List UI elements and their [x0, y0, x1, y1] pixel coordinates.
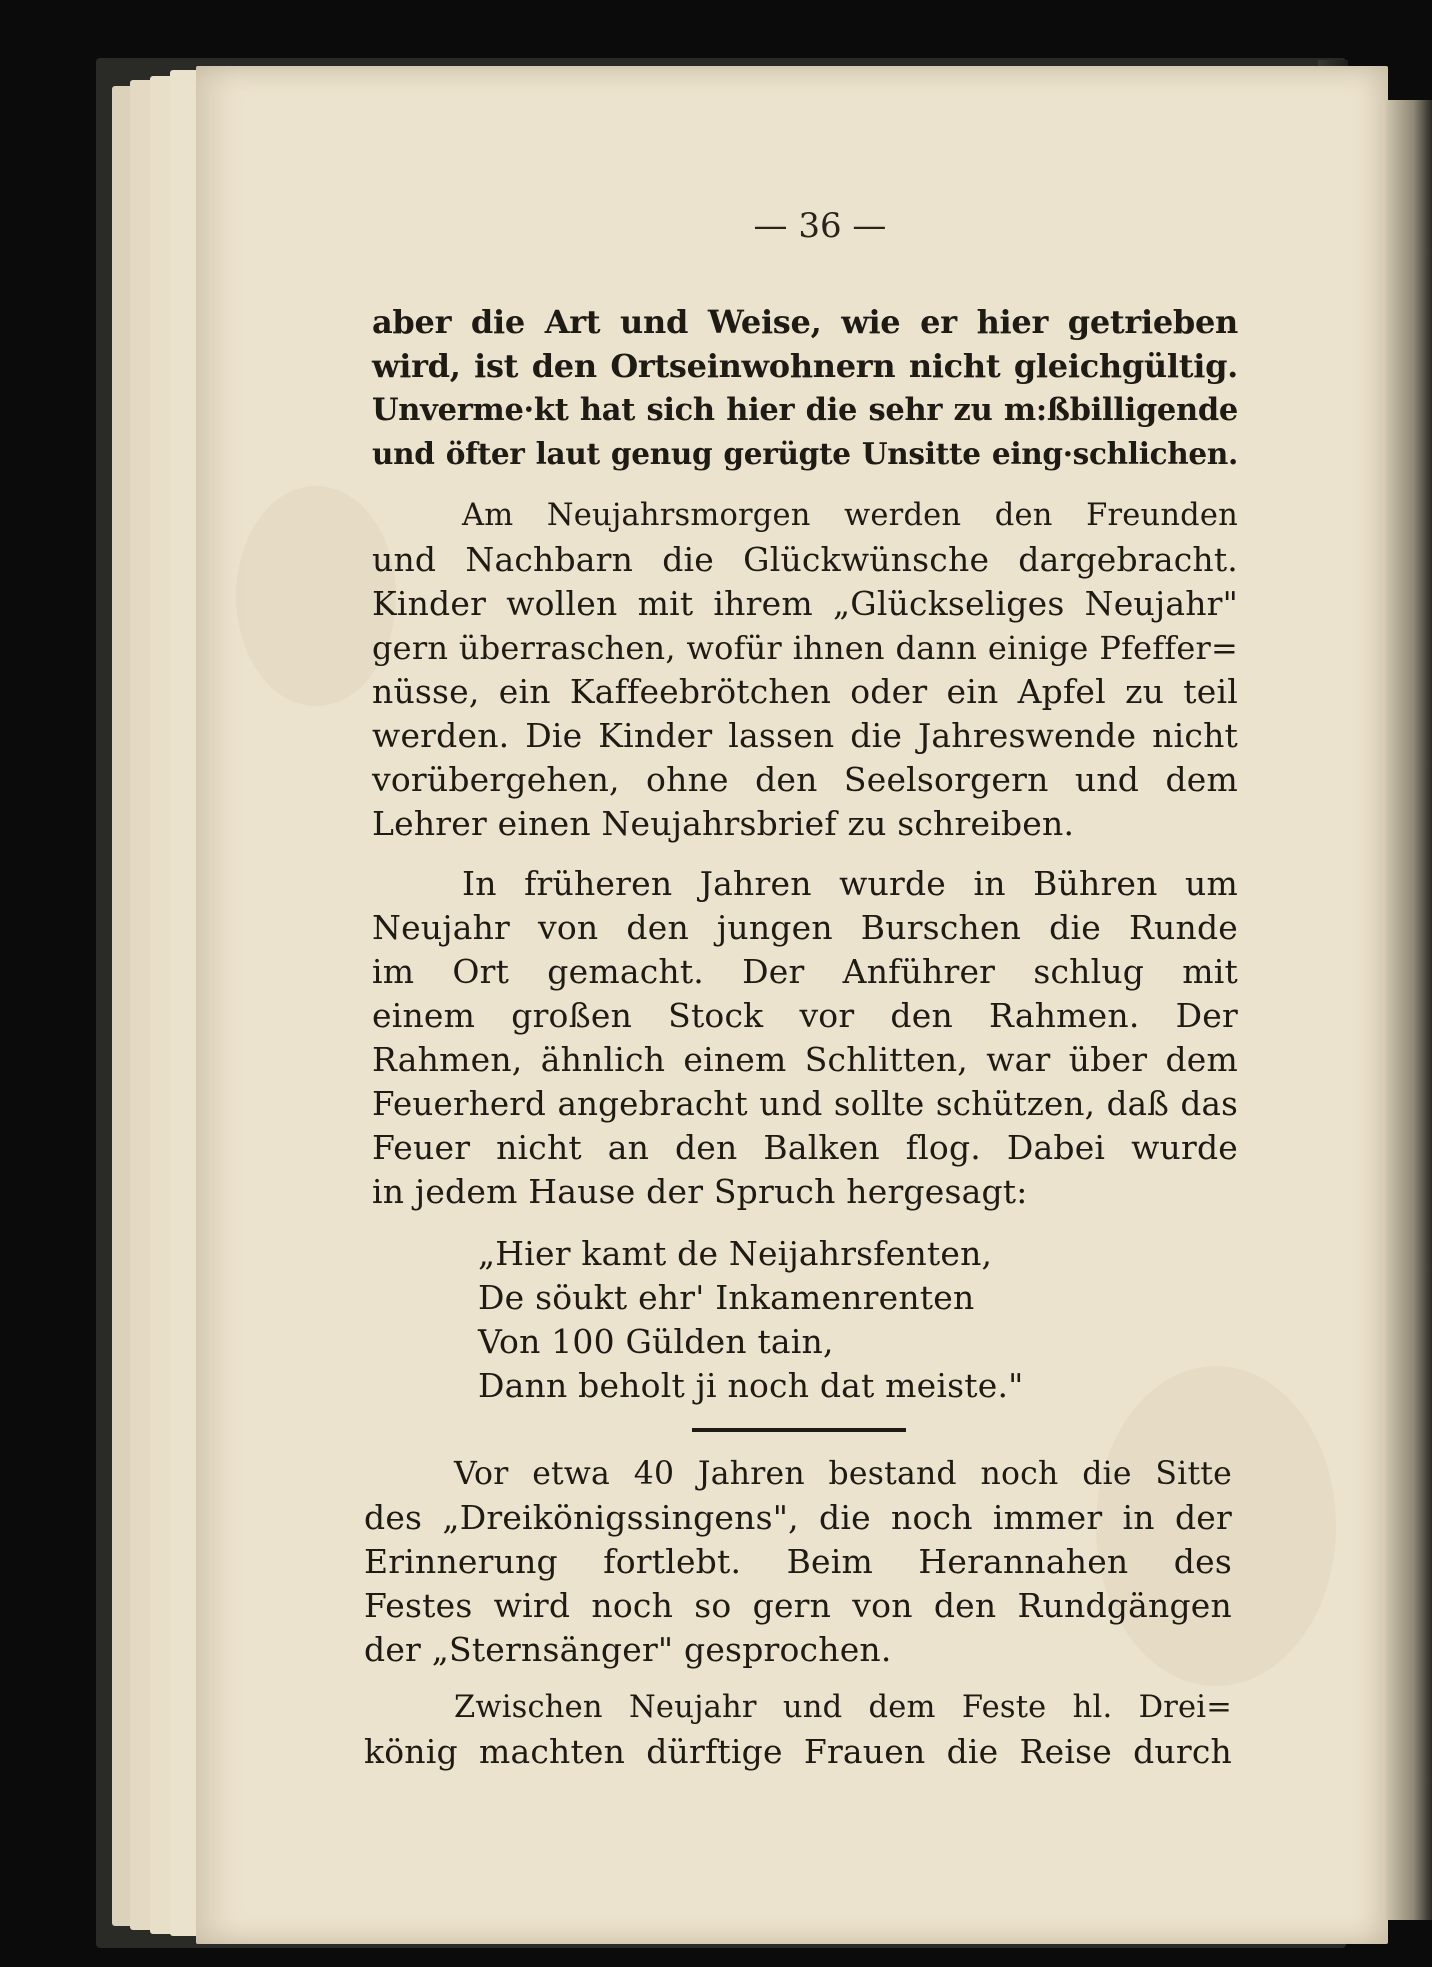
text-line: Vor etwa 40 Jahren bestand noch die Sitte — [454, 1456, 1232, 1492]
paragraph-3 — [372, 862, 1238, 1214]
book-gutter — [1386, 100, 1432, 1920]
text-line: Rahmen, ähnlich einem Schlitten, war über dem — [372, 1040, 1238, 1079]
text-line: des „Dreikönigssingens", die noch immer in der — [364, 1498, 1232, 1537]
text-line: werden. Die Kinder lassen die Jahreswende nicht — [372, 716, 1238, 755]
text-line: Erinnerung fortlebt. Beim Herannahen des — [364, 1542, 1232, 1581]
paragraph-1 — [372, 300, 1238, 476]
text-line: einem großen Stock vor den Rahmen. Der — [372, 996, 1238, 1035]
text-line: Zwischen Neujahr und dem Feste hl. Drei= — [454, 1690, 1232, 1725]
text-line: im Ort gemacht. Der Anführer schlug mit — [372, 952, 1238, 991]
text-line: Neujahr von den jungen Burschen die Runde — [372, 908, 1238, 947]
text-line: vorübergehen, ohne den Seelsorgern und dem — [372, 760, 1238, 799]
text-line: gern überraschen, wofür ihnen dann einige Pfeffer= — [372, 629, 1238, 667]
paragraph-2 — [372, 494, 1238, 846]
text-line: nüsse, ein Kaffeebrötchen oder ein Apfel zu teil — [372, 672, 1238, 711]
paragraph-5 — [364, 1686, 1232, 1774]
text-line: Festes wird noch so gern von den Rundgängen — [364, 1586, 1232, 1625]
page-number: — 36 — — [753, 206, 887, 246]
text-line: der „Sternsänger" gesprochen. — [364, 1630, 892, 1669]
text-line: Am Neujahrsmorgen werden den Freunden — [462, 498, 1238, 533]
text-line: und Nachbarn die Glückwünsche dargebracht. — [372, 540, 1238, 579]
text-line: wird, ist den Ortseinwohnern nicht gleichgültig. — [372, 347, 1238, 385]
verse-line: „Hier kamt de Neijahrsfenten, — [478, 1234, 993, 1273]
text-line: Kinder wollen mit ihrem „Glückseliges Neujahr" — [372, 584, 1238, 623]
text-line: Feuerherd angebracht und sollte schützen, daß das — [372, 1085, 1238, 1123]
verse-line: Dann beholt ji noch dat meiste." — [478, 1366, 1024, 1405]
section-divider — [692, 1428, 906, 1432]
paragraph-4 — [364, 1452, 1232, 1672]
text-line: Unverme·kt hat sich hier die sehr zu m:ßbilligende — [372, 392, 1238, 428]
text-line: Feuer nicht an den Balken flog. Dabei wurde — [372, 1128, 1238, 1167]
text-line: aber die Art und Weise, wie er hier getrieben — [372, 303, 1238, 341]
verse-line: De söukt ehr' Inkamenrenten — [478, 1278, 975, 1317]
text-line: In früheren Jahren wurde in Bühren um — [462, 864, 1238, 903]
text-line: könig machten dürftige Frauen die Reise durch — [364, 1732, 1232, 1771]
verse — [478, 1232, 1098, 1408]
text-line: in jedem Hause der Spruch hergesagt: — [372, 1172, 1028, 1211]
verse-line: Von 100 Gülden tain, — [478, 1322, 834, 1361]
text-line: Lehrer einen Neujahrsbrief zu schreiben. — [372, 804, 1075, 843]
text-line: und öfter laut genug gerügte Unsitte eing·schlichen. — [372, 436, 1238, 471]
